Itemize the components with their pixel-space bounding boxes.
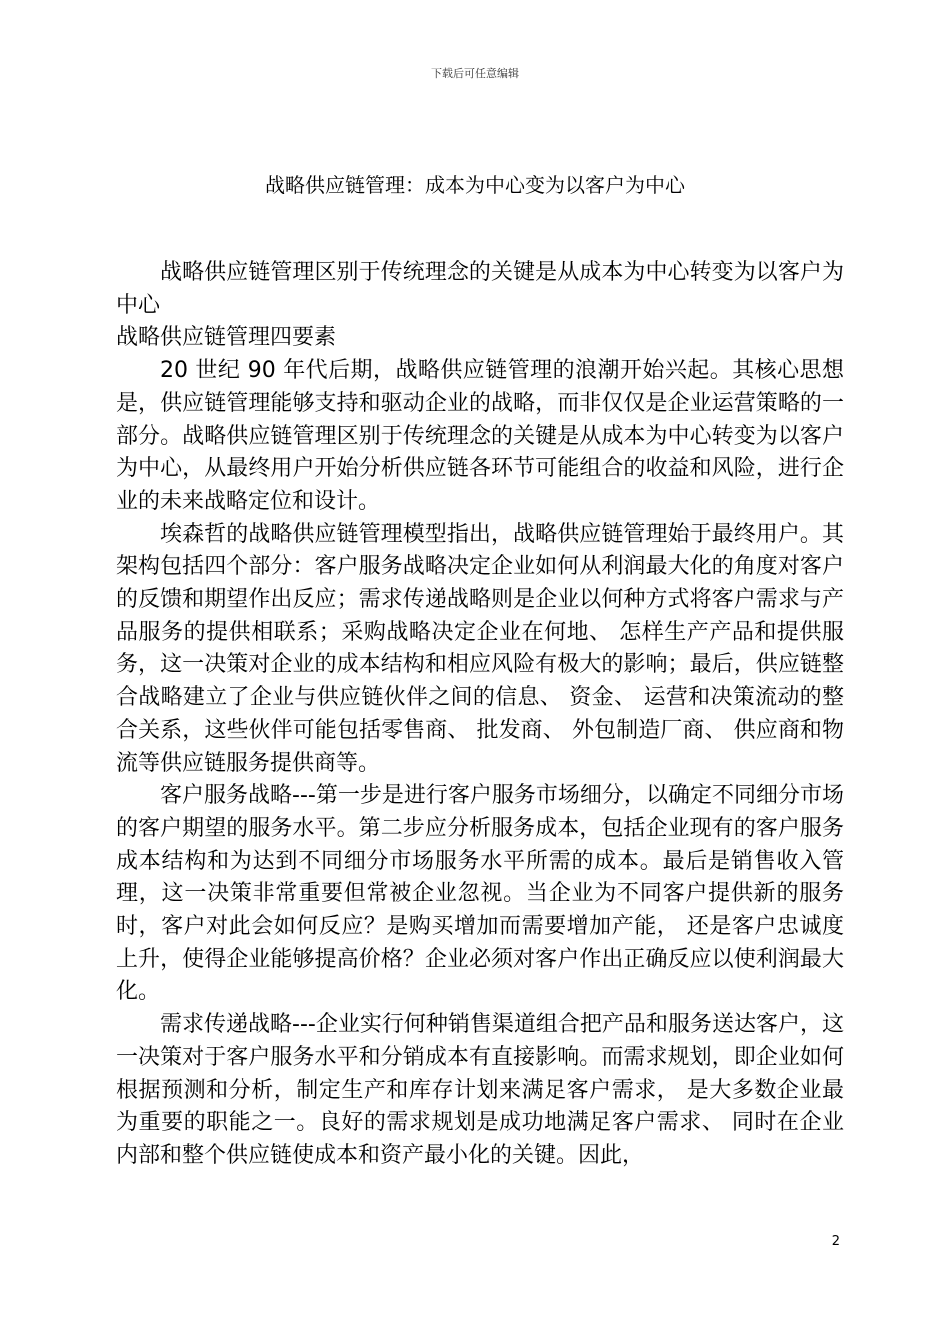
- document-title: 战略供应链管理：成本为中心变为以客户为中心: [265, 173, 685, 197]
- paragraph-model: 埃森哲的战略供应链管理模型指出，战略供应链管理始于最终用户。其架构包括四个部分：客户服务战略决定企业如何从利润最大化的角度对客户的反馈和期望作出反应；需求传递战略则是企业以何种方式将客户需求与产品服务的提供相联系；采购战略决定企业在何地、 怎样生产产品和提供服务，这一决策对企业的成本结构和相应风险有极大的影响；最后，供应链整合战略建立了企业与供应链伙伴之间的信息、 资金、 运营和决策流动的整合关系，这些伙伴可能包括零售商、 批发商、 外包制造厂商、 供应商和物流等供应链服务提供商等。: [116, 521, 844, 776]
- section-heading: 战略供应链管理四要素: [116, 325, 337, 351]
- paragraph-summary: 战略供应链管理区别于传统理念的关键是从成本为中心转变为以客户为中心: [116, 260, 844, 318]
- paragraph-customer-service: 客户服务战略---第一步是进行客户服务市场细分，以确定不同细分市场的客户期望的服务水平。第二步应分析服务成本，包括企业现有的客户服务成本结构和为达到不同细分市场服务水平所需的成本。最后是销售收入管理，这一决策非常重要但常被企业忽视。当企业为不同客户提供新的服务时，客户对此会如何反应？是购买增加而需要增加产能， 还是客户忠诚度上升，使得企业能够提高价格？企业必须对客户作出正确反应以使利润最大化。: [116, 783, 844, 1005]
- paragraph-intro: 20 世纪 90 年代后期，战略供应链管理的浪潮开始兴起。其核心思想是，供应链管理能够支持和驱动企业的战略，而非仅仅是企业运营策略的一部分。战略供应链管理区别于传统理念的关键是从成本为中心转变为以客户为中心，从最终用户开始分析供应链各环节可能组合的收益和风险，进行企业的未来战略定位和设计。: [116, 358, 844, 514]
- paragraph-demand-delivery: 需求传递战略---企业实行何种销售渠道组合把产品和服务送达客户，这一决策对于客户服务水平和分销成本有直接影响。而需求规划，即企业如何根据预测和分析，制定生产和库存计划来满足客户需求， 是大多数企业最为重要的职能之一。良好的需求规划是成功地满足客户需求、 同时在企业内部和整个供应链使成本和资产最小化的关键。因此，: [116, 1012, 844, 1168]
- document-body: [116, 257, 844, 1173]
- page-number: 2: [831, 1234, 840, 1249]
- header-note: 下载后可任意编辑: [431, 67, 519, 80]
